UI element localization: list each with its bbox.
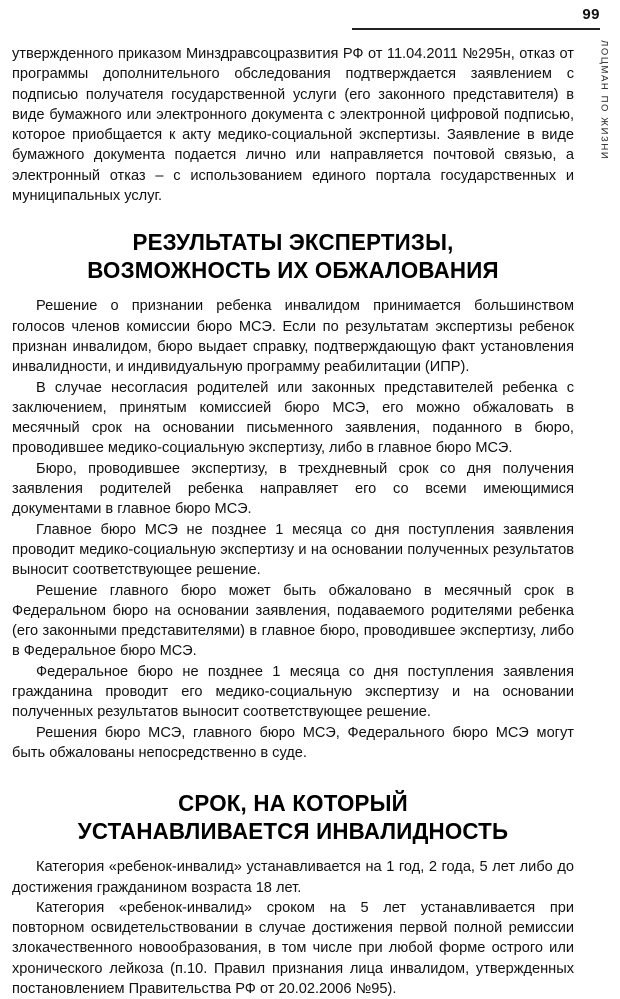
running-head-label: ЛОЦМАН ПО ЖИЗНИ (598, 40, 610, 161)
paragraph: Решение главного бюро может быть обжаловано в месячный срок в Федеральном бюро на основании заявления, подаваемого родителями ребенка (его законными представителями) в главное бюро, проводившее экспертизу, либо в Федеральное бюро МСЭ. (12, 582, 574, 660)
section-heading-line-2: УСТАНАВЛИВАЕТСЯ ИНВАЛИДНОСТЬ (77, 818, 509, 845)
paragraph: Федеральное бюро не позднее 1 месяца со дня поступления заявления гражданина проводит его медико-социальную экспертизу и на основании полученных результатов выносит соответствующее решение. (12, 663, 574, 721)
page-content (12, 44, 574, 999)
paragraph: Категория «ребенок-инвалид» сроком на 5 лет устанавливается при повторном освидетельствовании в случае достижения первой полной ремиссии злокачественного новообразования, в том числе при любой форме острого или хронического лейкоза (п.10. Правил признания лица инвалидом, утвержденных постановлением Правительства РФ от 20.02.2006 №95). (12, 899, 574, 997)
running-head (594, 40, 614, 220)
spacer (12, 763, 574, 789)
spacer (12, 284, 574, 296)
paragraph: Категория «ребенок-инвалид» устанавливается на 1 год, 2 года, 5 лет либо до достижения гражданином возраста 18 лет. (12, 859, 574, 896)
page-number: 99 (582, 6, 600, 23)
section-heading-line-1: СРОК, НА КОТОРЫЙ (178, 790, 408, 817)
section-heading-term (20, 789, 565, 845)
paragraph: В случае несогласия родителей или законных представителей ребенка с заключением, принятым комиссией бюро МСЭ, его можно обжаловать в месячный срок на основании письменного заявления, поданного в бюро, проводившее медико-социальную экспертизу, либо в главное бюро МСЭ. (12, 379, 574, 457)
header-divider (352, 28, 600, 30)
section-heading-results (20, 228, 565, 284)
paragraph: Главное бюро МСЭ не позднее 1 месяца со дня поступления заявления проводит медико-социальную экспертизу и на основании полученных результатов выносит соответствующее решение. (12, 521, 574, 579)
paragraph: Бюро, проводившее экспертизу, в трехдневный срок со дня получения заявления родителей ребенка направляет его со всеми имеющимися документами в главное бюро МСЭ. (12, 460, 574, 518)
spacer (12, 206, 574, 228)
paragraph: Решения бюро МСЭ, главного бюро МСЭ, Федерального бюро МСЭ могут быть обжалованы непосредственно в суде. (12, 724, 574, 761)
spacer (12, 845, 574, 857)
section-heading-line-2: ВОЗМОЖНОСТЬ ИХ ОБЖАЛОВАНИЯ (87, 257, 499, 284)
section-heading-line-1: РЕЗУЛЬТАТЫ ЭКСПЕРТИЗЫ, (132, 229, 454, 256)
paragraph: Решение о признании ребенка инвалидом принимается большинством голосов членов комиссии бюро МСЭ. Если по результатам экспертизы ребенок признан инвалидом, бюро выдает справку, подтверждающую факт установления инвалидности, и индивидуальную программу реабилитации (ИПР). (12, 298, 574, 376)
intro-paragraph: утвержденного приказом Минздравсоцразвития РФ от 11.04.2011 №295н, отказ от программы дополнительного обследования подтверждается заявлением с подписью получателя государственной услуги (его законного представителя) в виде бумажного или электронного документа с электронной цифровой подписью, которое приобщается к акту медико-социальной экспертизы. Заявление в виде бумажного документа подается лично или направляется почтовой связью, а электронный отказ – с использованием единого портала государственных и муниципальных услуг. (12, 46, 574, 205)
